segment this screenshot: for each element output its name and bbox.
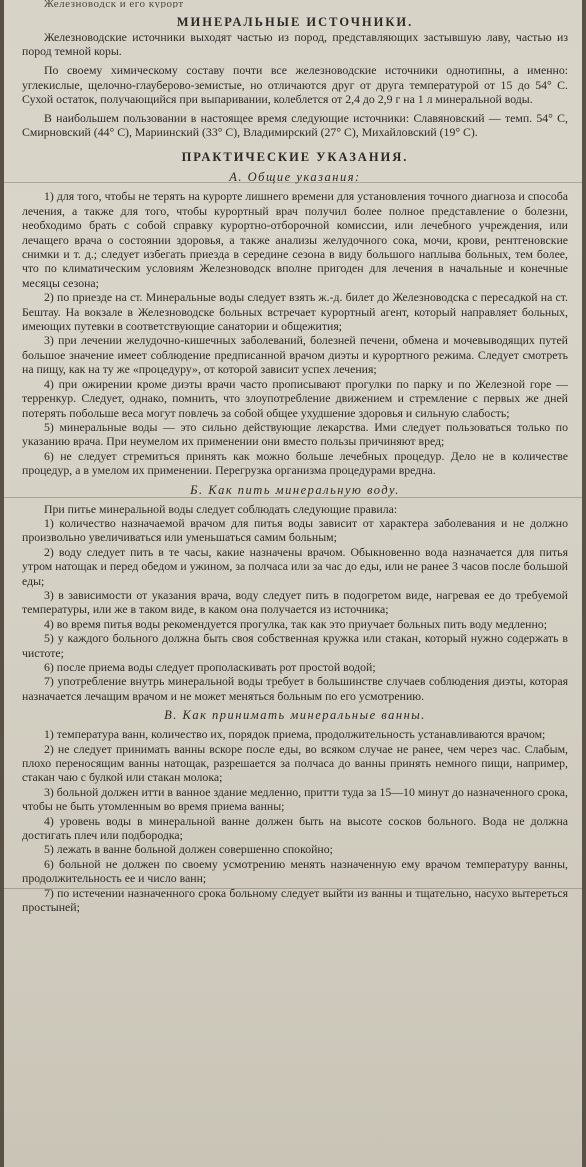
paper-fold [4, 497, 582, 498]
document-page [4, 0, 582, 1167]
mineral-paragraph: По своему химическому составу почти все железноводские источники однотипны, а именно: углекислые, щелочно-глауберово-земистые, но отличаются друг от друга температурой от 15 до 54° С. Сухой остаток, получающийся при выпаривании, колеблется от 2,4 до 2,9 г на 1 л минеральной воды. [22, 63, 568, 106]
list-item: 5) у каждого больного должна быть своя собственная кружка или стакан, который нужно содержать в чистоте; [22, 631, 568, 660]
mineral-paragraph: В наибольшем пользовании в настоящее время следующие источники: Славяновский — темп. 54° С, Смирновский (44° С), Мариинский (33° С), Владимирский (27° С), Михайловский (19° С). [22, 111, 568, 140]
list-item: 6) больной не должен по своему усмотрению менять назначенную ему врачом температуру ванны, продолжительность ее и число ванн; [22, 856, 568, 886]
practical-guidelines-title: ПРАКТИЧЕСКИЕ УКАЗАНИЯ. [181, 150, 409, 165]
list-item: 3) больной должен итти в ванное здание медленно, притти туда за 15—10 минут до назначенного срока, чтобы не быть утомленным во время приема ванны; [22, 784, 568, 814]
list-item: 5) лежать в ванне больной должен совершенно спокойно; [44, 842, 333, 857]
section-b-title: Б. Как пить минеральную воду. [190, 482, 400, 497]
list-item: 5) минеральные воды — это сильно действующие лекарства. Ими следует пользоваться только по указанию врача. При неумелом их применении они вместо пользы причиняют вред; [22, 419, 568, 449]
list-item: 6) после приема воды следует прополаскивать рот простой водой; [44, 660, 376, 675]
list-item: 2) по приезде на ст. Минеральные воды следует взять ж.-д. билет до Железноводска с пересадкой на ст. Бештау. На вокзале в Железноводске больных встречает курортный агент, который направляет больных, имеющих путевки в соответствующие санатории и общежития; [22, 290, 568, 334]
cut-off-header: Железноводск и его курорт [44, 0, 184, 8]
paper-fold [4, 182, 582, 183]
list-item: 7) по истечении назначенного срока больному следует выйти из ванны и тщательно, насухо вытереться простыней; [22, 885, 568, 915]
mineral-paragraph: Железноводские источники выходят частью из пород, представляющих застывшую лаву, частью из пород темной коры. [22, 30, 568, 59]
list-item: 1) количество назначаемой врачом для питья воды зависит от характера заболевания и не должно произвольно увеличиваться или уменьшаться самим больным; [22, 515, 568, 545]
list-item: 1) температура ванн, количество их, порядок приема, продолжительность устанавливаются врачом; [44, 727, 546, 742]
mineral-sources-section [22, 30, 568, 139]
section-c-title: В. Как принимать минеральные ванны. [164, 708, 426, 723]
list-item: 4) при ожирении кроме диэты врачи часто прописывают прогулки по парку и по Железной горе — терренкур. Следует, однако, помнить, что злоупотребление движением и стремление с первых же дней потерять побольше веса могут повлечь за собой общее ухудшение здоровья и сильную слабость; [22, 376, 568, 420]
list-item: 3) в зависимости от указания врача, воду следует пить в подогретом виде, нагревая ее до требуемой температуры, или же в таком виде, в каком она получается из источника; [22, 587, 568, 617]
list-item: 7) употребление внутрь минеральной воды требует в большинстве случаев соблюдения диэты, которая назначается лечащим врачом и не может меняться больным по его усмотрению. [22, 674, 568, 703]
list-item: 2) не следует принимать ванны вскоре после еды, во всяком случае не ранее, чем через час. Слабым, плохо переносящим ванны натощак, разрешается за полчаса до ванны принять немного пищи, например, стакан чаю с булкой или стакан молока; [22, 741, 568, 785]
list-item: 1) для того, чтобы не терять на курорте лишнего времени для установления точного диагноза и способа лечения, а также для того, чтобы курортный врач получил более полное представление о болезни, необходимо брать с собой справку курортно-отборочной комиссии, или лечебного учреждения, или лечащего врача о состоянии здоровья, а также анализы желудочного сока, мочи, крови, рентгеновские снимки и т. д.; следует избегать приезда в середине сезона в виду большого наплыва больных, тем более, что по климатическим условиям Железноводск вполне пригоден для лечения в начальные и конечные месяцы сезона; [22, 189, 568, 290]
list-item: 4) уровень воды в минеральной ванне должен быть на высоте сосков больного. Вода не должна достигать плеч или подбородка; [22, 813, 568, 843]
paper-fold [4, 888, 582, 889]
list-item: 2) воду следует пить в те часы, какие назначены врачом. Обыкновенно вода назначается для питья утром натощак и перед обедом и ужином, за полчаса или за час до еды, или не ранее 3 часов после большой еды; [22, 544, 568, 588]
list-item: 3) при лечении желудочно-кишечных заболеваний, болезней печени, обмена и мочевыводящих путей большое значение имеет соблюдение предписанной врачом диэты и курортного режима. Следует смотреть на пищу, как на ту же «процедуру», от которой зависит успех лечения; [22, 333, 568, 377]
list-item: 6) не следует стремиться принять как можно больше лечебных процедур. Дело не в количестве процедур, а в умелом их применении. Перегрузка организма процедурами вредна. [22, 448, 568, 478]
list-item: 4) во время питья воды рекомендуется прогулка, так как это приучает больных пить воду медленно; [44, 616, 547, 631]
section-b-intro: При питье минеральной воды следует соблюдать следующие правила: [44, 501, 398, 516]
section-a-title: А. Общие указания: [229, 170, 361, 185]
mineral-sources-title: МИНЕРАЛЬНЫЕ ИСТОЧНИКИ. [176, 15, 414, 29]
